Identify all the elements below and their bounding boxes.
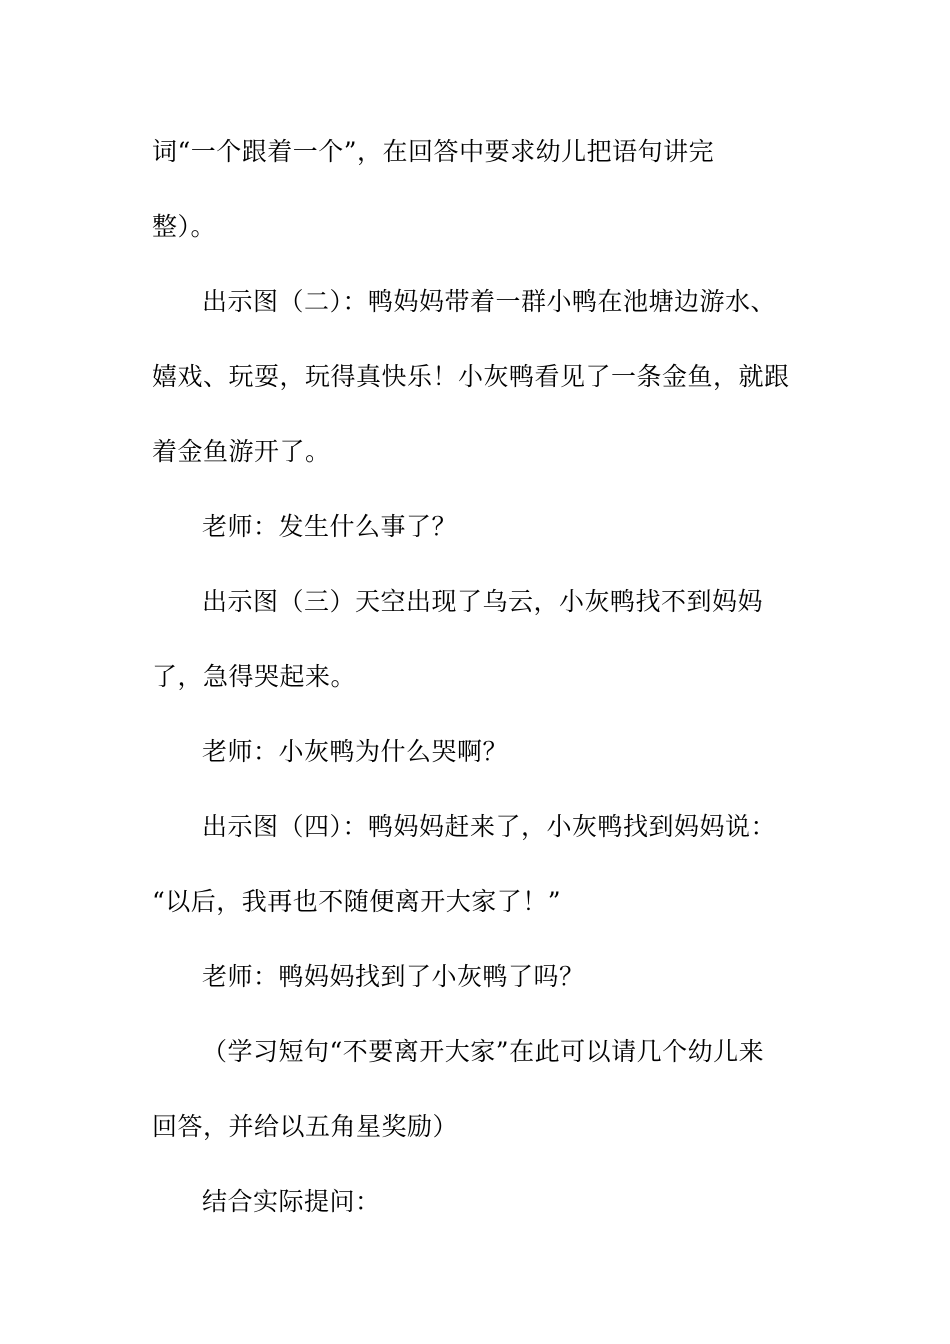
text-line-9: 老师：小灰鸭为什么哭啊？	[202, 737, 509, 766]
text-line-14: 回答，并给以五角星奖励）	[152, 1112, 459, 1141]
text-line-11: “以后，我再也不随便离开大家了！”	[152, 887, 562, 916]
text-line-15: 结合实际提问：	[202, 1187, 381, 1216]
text-line-2: 整）。	[152, 212, 217, 241]
text-line-3: 出示图（二）：鸭妈妈带着一群小鸭在池塘边游水、	[202, 287, 777, 316]
text-line-10: 出示图（四）：鸭妈妈赶来了，小灰鸭找到妈妈说：	[202, 812, 777, 841]
text-line-7: 出示图（三）天空出现了乌云，小灰鸭找不到妈妈	[202, 587, 764, 616]
text-line-5: 着金鱼游开了。	[152, 437, 331, 466]
text-line-13: （学习短句“不要离开大家”在此可以请几个幼儿来	[202, 1037, 765, 1066]
text-line-8: 了，急得哭起来。	[152, 662, 357, 691]
text-line-1: 词“一个跟着一个”，在回答中要求幼儿把语句讲完	[152, 137, 715, 166]
text-line-6: 老师：发生什么事了？	[202, 512, 458, 541]
text-line-4: 嬉戏、玩耍，玩得真快乐！小灰鸭看见了一条金鱼，就跟	[152, 362, 790, 391]
text-line-12: 老师：鸭妈妈找到了小灰鸭了吗？	[202, 962, 585, 991]
